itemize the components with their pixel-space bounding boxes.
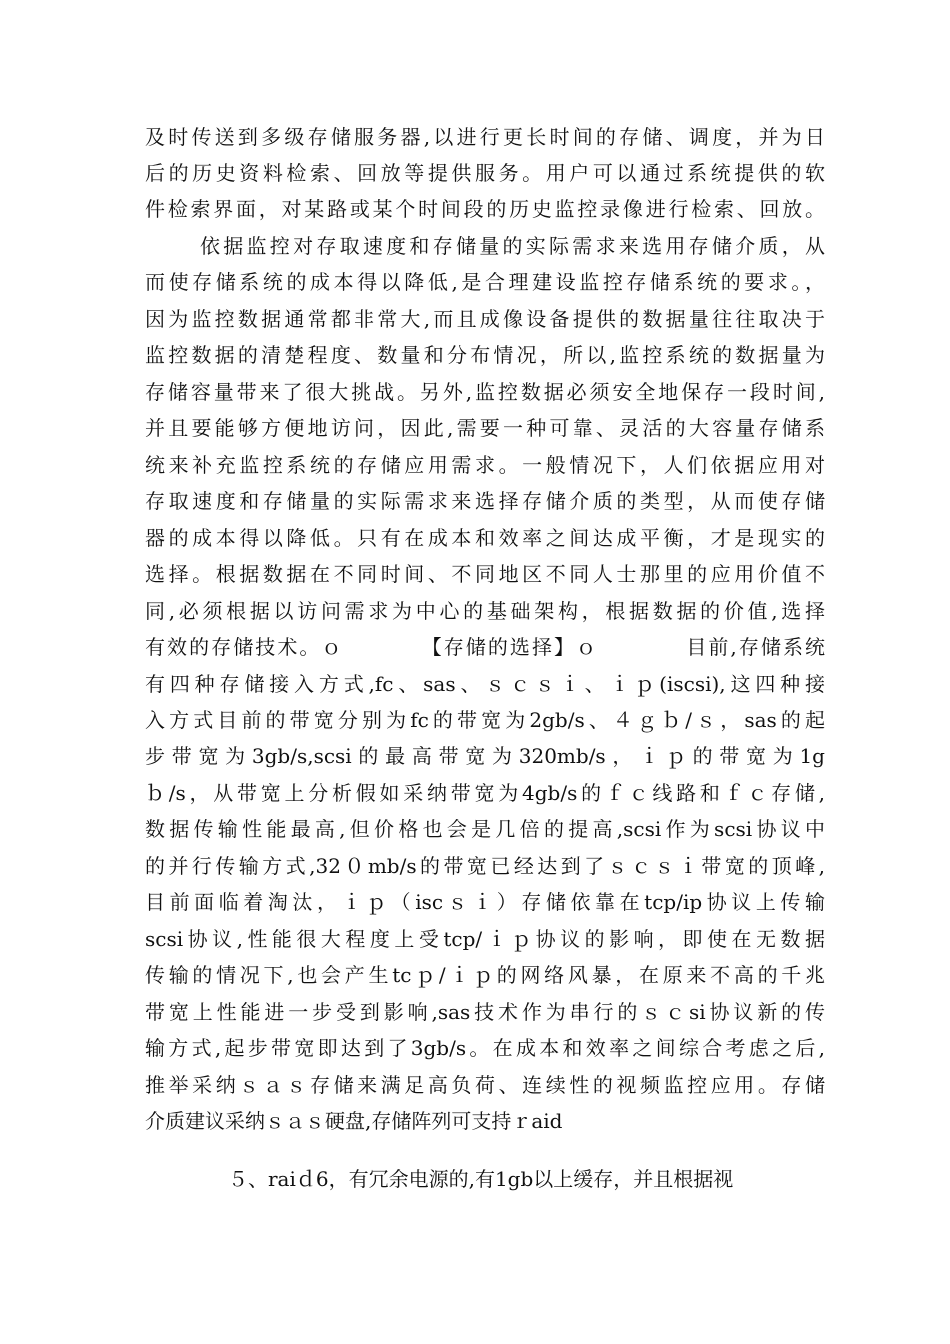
text-line: 传输的情况下,也会产生tcｐ/ｉｐ的网络风暴，在原来不高的千兆 bbox=[145, 963, 825, 987]
text-line: 同,必须根据以访问需求为中心的基础架构，根据数据的价值,选择 bbox=[145, 599, 825, 623]
text-line: 介质建议采纳ｓａｓ硬盘,存储阵列可支持ｒaid bbox=[145, 1109, 563, 1133]
text-line: 的并行传输方式,32０mb/s的带宽已经达到了ｓｃｓｉ带宽的顶峰, bbox=[145, 854, 825, 878]
text-line: 带宽上性能进一步受到影响,sas技术作为串行的ｓｃsi协议新的传 bbox=[145, 1000, 825, 1024]
paragraph-first-line: ５、raiｄ6，有冗余电源的,有1gb以上缓存，并且根据视 bbox=[228, 1167, 734, 1191]
text-line: 件检索界面，对某路或某个时间段的历史监控录像进行检索、回放。 bbox=[145, 197, 825, 221]
text-line: 数据传输性能最高,但价格也会是几倍的提高,scsi作为scsi协议中 bbox=[145, 817, 825, 841]
text-line: 并且要能够方便地访问，因此,需要一种可靠、灵活的大容量存储系 bbox=[145, 416, 825, 440]
text-line: 器的成本得以降低。只有在成本和效率之间达成平衡，才是现实的 bbox=[145, 526, 825, 550]
text-line: ｂ/s，从带宽上分析假如采纳带宽为4gb/s的ｆｃ线路和ｆｃ存储, bbox=[145, 781, 825, 805]
text-line: 输方式,起步带宽即达到了3gb/s。在成本和效率之间综合考虑之后, bbox=[145, 1036, 825, 1060]
section-heading-line: 有效的存储技术。ｏ 【存储的选择】ｏ 目前,存储系统 bbox=[145, 635, 825, 659]
text-line: 选择。根据数据在不同时间、不同地区不同人士那里的应用价值不 bbox=[145, 562, 825, 586]
text-line: 监控数据的清楚程度、数量和分布情况，所以,监控系统的数据量为 bbox=[145, 343, 825, 367]
text-line: 有四种存储接入方式,fc、sas、ｓｃｓｉ、ｉｐ(iscsi),这四种接 bbox=[145, 672, 825, 696]
text-line: 步带宽为3gb/s,scsi的最高带宽为320mb/s，ｉｐ的带宽为1g bbox=[145, 744, 825, 768]
text-line: 及时传送到多级存储服务器,以进行更长时间的存储、调度，并为日 bbox=[145, 125, 825, 149]
text-line: 后的历史资料检索、回放等提供服务。用户可以通过系统提供的软 bbox=[145, 161, 825, 185]
text-line: 因为监控数据通常都非常大,而且成像设备提供的数据量往往取决于 bbox=[145, 307, 825, 331]
text-line: 而使存储系统的成本得以降低,是合理建设监控存储系统的要求。， bbox=[145, 270, 825, 294]
text-line: 目前面临着淘汰，ｉｐ（iscｓｉ）存储依靠在tcp/ip协议上传输 bbox=[145, 890, 825, 914]
text-line: 统来补充监控系统的存储应用需求。一般情况下，人们依据应用对 bbox=[145, 453, 825, 477]
text-line: scsi协议,性能很大程度上受tcp/ｉｐ协议的影响，即使在无数据 bbox=[145, 927, 825, 951]
text-line: 存储容量带来了很大挑战。另外,监控数据必须安全地保存一段时间, bbox=[145, 380, 825, 404]
text-line: 推举采纳ｓａｓ存储来满足高负荷、连续性的视频监控应用。存储 bbox=[145, 1073, 825, 1097]
text-line: 存取速度和存储量的实际需求来选择存储介质的类型，从而使存储 bbox=[145, 489, 825, 513]
text-line: 入方式目前的带宽分别为fc的带宽为2gb/s、４ｇｂ/ｓ，sas的起 bbox=[145, 708, 825, 732]
paragraph-first-line: 依据监控对存取速度和存储量的实际需求来选用存储介质，从 bbox=[200, 234, 825, 258]
